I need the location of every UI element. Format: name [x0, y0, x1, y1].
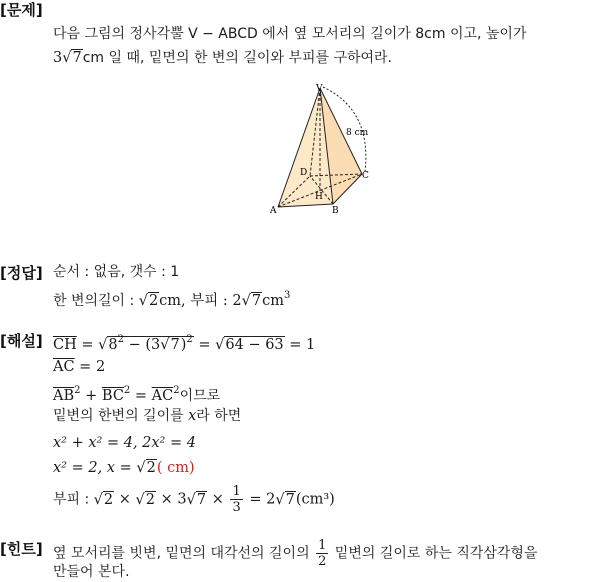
vertex-B-label: B — [332, 206, 339, 216]
solution-line7: 부피 : √2 × √2 × 3√7 × $\frac{1}{3}$ = 2√7(cm³) — [53, 484, 335, 515]
vertex-D-label: D — [300, 168, 308, 178]
answer-line1: 순서 : 없음, 갯수 : 1 — [53, 264, 180, 280]
solution-line5: x² + x² = 4, 2x² = 4 — [53, 435, 196, 451]
problem-label: [문제] — [0, 1, 43, 19]
fraction-one-half: $\frac{1}{2}$ — [318, 538, 327, 569]
hint-label: [힌트] — [0, 540, 43, 558]
solution-line1: $\overline{CH} = √8^2 - (3√7)^2 = √64 - 63 = 1$ — [53, 334, 316, 353]
solution-line2: $\overline{AC} = 2$ — [53, 359, 106, 375]
sqrt-symbol: √7 — [62, 50, 82, 66]
vertex-C-label: C — [362, 171, 369, 181]
answer-line2: 한 변의길이 : √2cm, 부피 : $2√7cm^3$ — [53, 290, 291, 309]
pyramid-figure — [268, 80, 388, 218]
vertex-V-label: V — [316, 84, 323, 94]
solution-line3: $\overline{AB}^2 + \overline{BC}^2 = \overline{AC}^2$이므로 — [53, 385, 221, 404]
hint-line2: 만들어 본다. — [53, 564, 130, 580]
problem-text-line1: 다음 그림의 정사각뿔 V − ABCD 에서 옆 모서리의 길이가 8cm 이고, 높이가 — [53, 26, 527, 42]
vertex-A-label: A — [270, 206, 277, 216]
hint-line1: 옆 모서리를 빗변, 밑면의 대각선의 길이의 $\frac{1}{2}$ 밑변의 길이로 하는 직각삼각형을 — [53, 538, 538, 569]
edge-length-label: 8 cm — [346, 128, 369, 138]
problem-text-line2: 3√7cm 일 때, 밑면의 한 변의 길이와 부피를 구하여라. — [53, 50, 392, 66]
solution-line6: x² = 2, x = √2( cm) — [53, 460, 195, 476]
vertex-H-label: H — [315, 192, 323, 202]
fraction-one-third: $\frac{1}{3}$ — [232, 484, 241, 515]
solution-label: [해설] — [0, 332, 43, 350]
answer-label: [정답] — [0, 264, 43, 282]
solution-line4: 밑변의 한변의 길이를 x라 하면 — [53, 408, 242, 424]
